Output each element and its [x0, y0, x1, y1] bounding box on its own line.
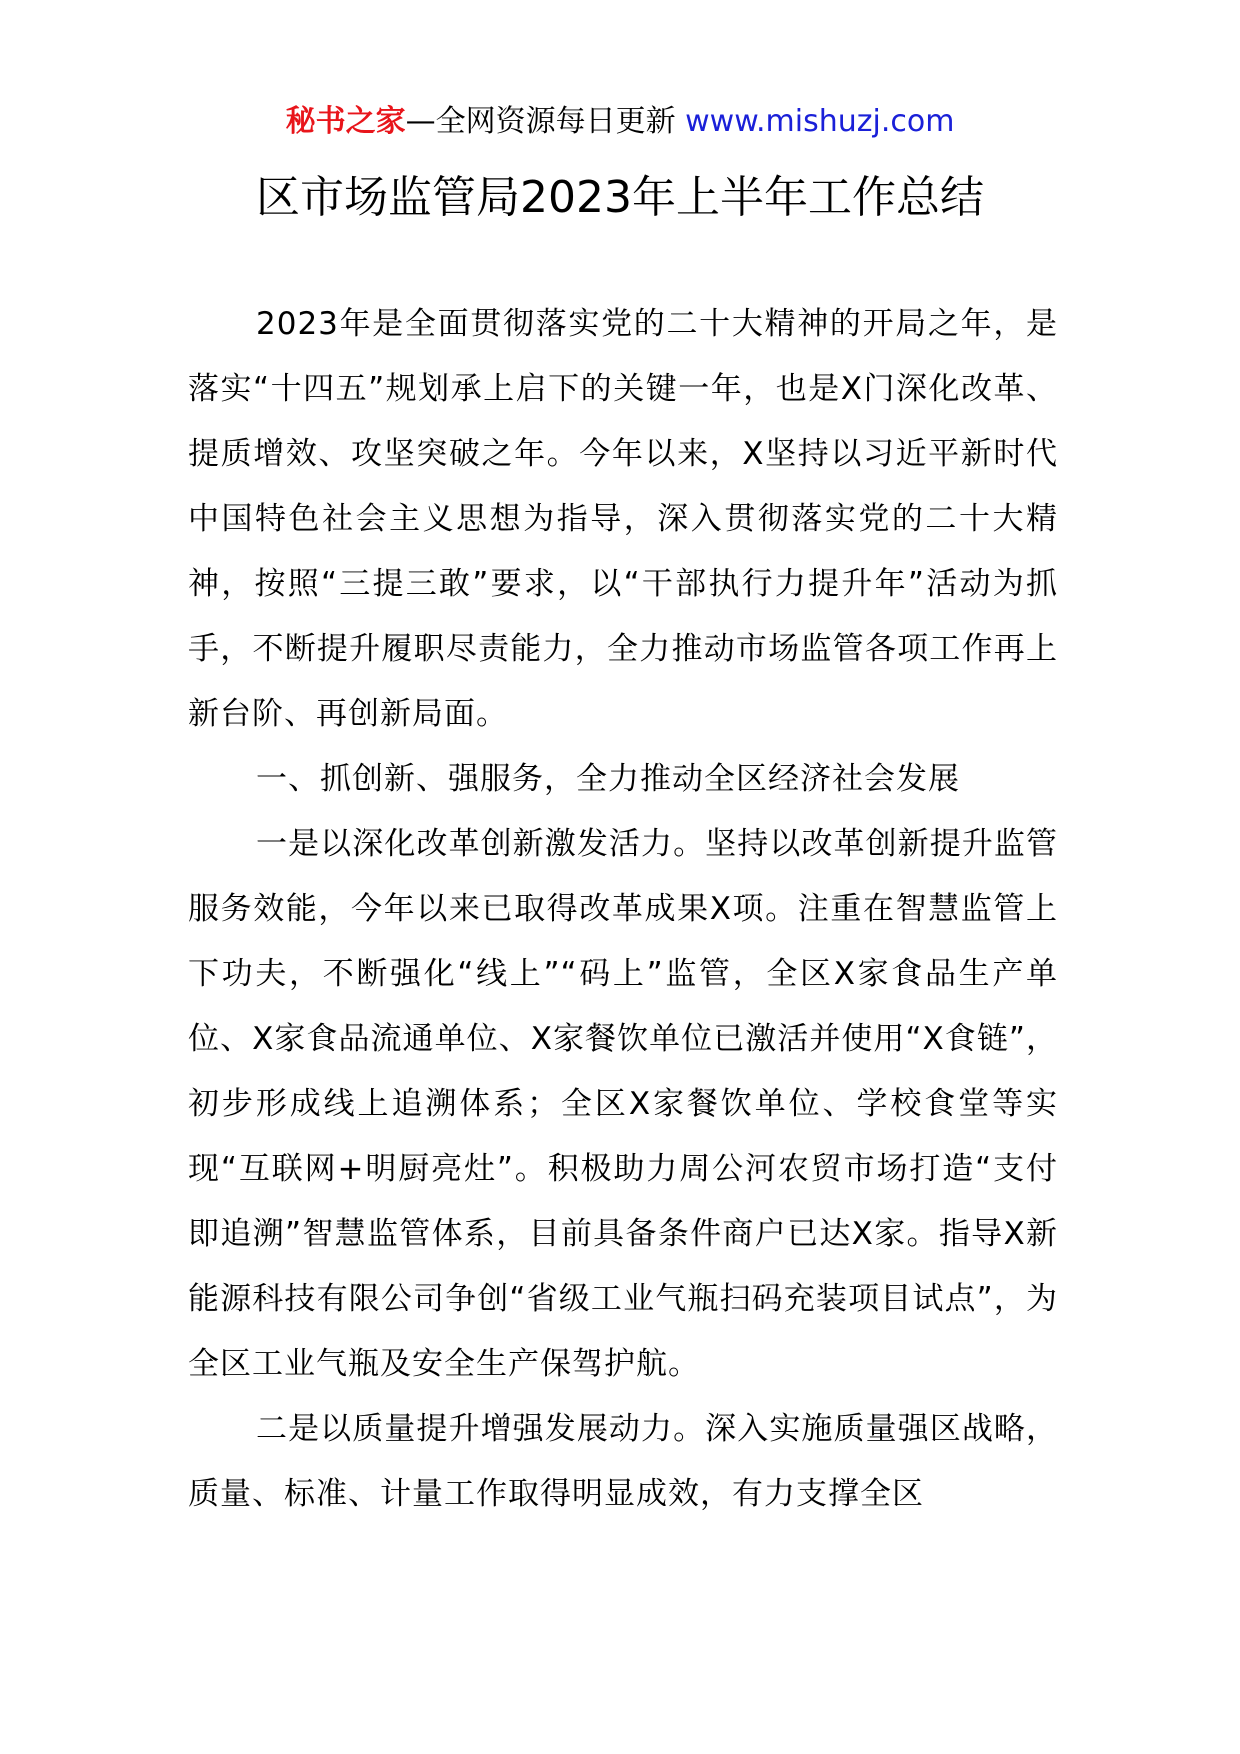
- site-header: [0, 102, 1240, 142]
- document-title: 区市场监管局2023年上半年工作总结: [256, 172, 984, 223]
- header-tagline: —全网资源每日更新: [405, 104, 686, 139]
- body-paragraph-1: 一是以深化改革创新激发活力。坚持以改革创新提升监管服务效能，今年以来已取得改革成果X项。注重在智慧监管上下功夫，不断强化“线上”“码上”监管，全区X家食品生产单位、X家食品流通单位、X家餐饮单位已激活并使用“X食链”，初步形成线上追溯体系；全区X家餐饮单位、学校食堂等实现“互联网+明厨亮灶”。积极助力周公河农贸市场打造“支付即追溯”智慧监管体系，目前具备条件商户已达X家。指导X新能源科技有限公司争创“省级工业气瓶扫码充装项目试点”，为全区工业气瓶及安全生产保驾护航。: [188, 826, 1058, 1382]
- site-url-link[interactable]: www.mishuzj.com: [685, 104, 955, 139]
- intro-paragraph: 2023年是全面贯彻落实党的二十大精神的开局之年，是落实“十四五”规划承上启下的关键一年，也是X门深化改革、提质增效、攻坚突破之年。今年以来，X坚持以习近平新时代中国特色社会主义思想为指导，深入贯彻落实党的二十大精神，按照“三提三敢”要求，以“干部执行力提升年”活动为抓手，不断提升履职尽责能力，全力推动市场监管各项工作再上新台阶、再创新局面。: [188, 306, 1058, 732]
- brand-name: 秘书之家: [285, 104, 406, 139]
- body-paragraph-2: 二是以质量提升增强发展动力。深入实施质量强区战略，质量、标准、计量工作取得明显成效，有力支撑全区: [188, 1411, 1058, 1512]
- document-body: [188, 292, 1058, 1527]
- section-heading-1: 一、抓创新、强服务，全力推动全区经济社会发展: [256, 761, 960, 797]
